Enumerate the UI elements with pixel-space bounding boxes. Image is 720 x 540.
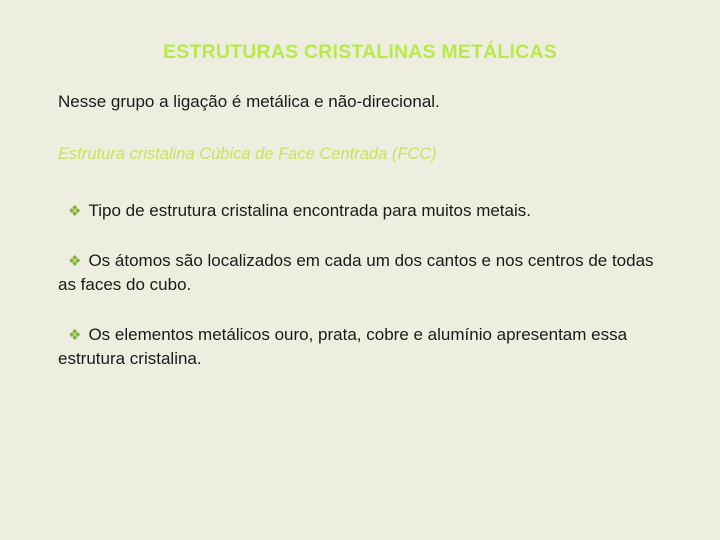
list-item-label: Os átomos são localizados em cada um dos cantos e nos centros de todas as faces do cubo. [58,251,654,294]
list-item [58,249,662,296]
bullet-marker-icon: ❖ [68,326,82,344]
bullet-marker-icon: ❖ [68,253,82,271]
page-title: ESTRUTURAS CRISTALINAS METÁLICAS [163,41,557,63]
list-item [58,323,662,370]
list-item-label: Tipo de estrutura cristalina encontrada para muitos metais. [88,200,531,220]
bullet-marker-icon: ❖ [68,202,82,220]
list-item-label: Os elementos metálicos ouro, prata, cobre e alumínio apresentam essa estrutura cristalina. [58,324,628,368]
list-item [58,199,662,223]
intro-paragraph: Nesse grupo a ligação é metálica e não-direcional. [58,92,440,112]
section-subheading: Estrutura cristalina Cúbica de Face Centrada (FCC) [58,144,437,163]
slide-body [58,91,662,369]
